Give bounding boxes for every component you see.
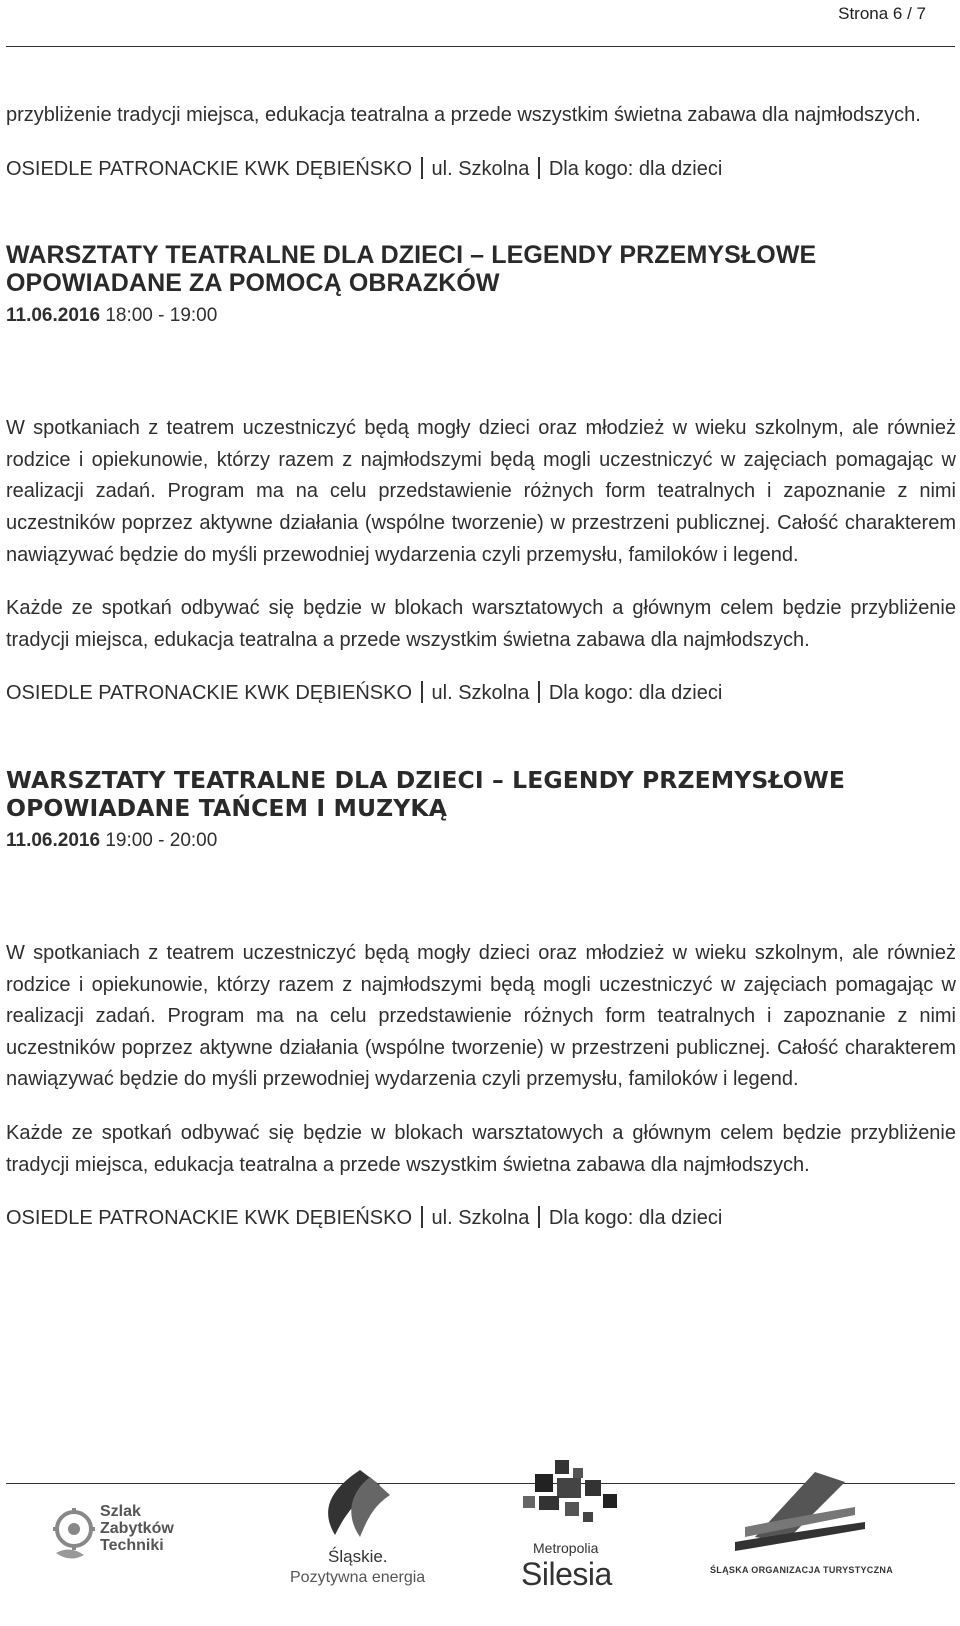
meta-separator <box>421 1206 423 1228</box>
slaskie-logo: Śląskie. Pozytywna energia <box>290 1465 430 1595</box>
meta-street: ul. Szkolna <box>431 157 530 180</box>
meta-separator <box>538 157 540 179</box>
event-blocks: Każde ze spotkań odbywać się będzie w blokach warsztatowych a głównym celem będzie przybliżenie tradycji miejsca, edukacja teatralna a przede wszystkim świetna zabawa dla najmłodszych. <box>6 597 956 651</box>
event-meta <box>6 678 956 710</box>
event-title: WARSZTATY TEATRALNE DLA DZIECI – LEGENDY PRZEMYSŁOWE OPOWIADANE TAŃCEM I MUZYKĄ <box>6 765 846 822</box>
meta-street: ul. Szkolna <box>431 682 530 705</box>
meta-separator <box>538 1206 540 1228</box>
event-time: 18:00 - 19:00 <box>105 305 218 327</box>
event-blocks: Każde ze spotkań odbywać się będzie w blokach warsztatowych a głównym celem będzie przybliżenie tradycji miejsca, edukacja teatralna a przede wszystkim świetna zabawa dla najmłodszych. <box>6 1121 956 1176</box>
meta-audience: Dla kogo: dla dzieci <box>548 682 723 705</box>
intro-paragraph: przybliżenie tradycji miejsca, edukacja teatralna a przede wszystkim świetna zabawa dla najmłodszych. <box>6 104 921 126</box>
slaskie-emblem-icon <box>290 1465 430 1545</box>
meta-separator <box>538 681 540 703</box>
event-date: 11.06.2016 <box>6 305 101 327</box>
footer-logos <box>0 1505 960 1625</box>
meta-location: OSIEDLE PATRONACKIE KWK DĘBIEŃSKO <box>6 157 413 180</box>
meta-separator <box>421 157 423 179</box>
meta-location: OSIEDLE PATRONACKIE KWK DĘBIEŃSKO <box>6 682 413 705</box>
event-meta <box>6 1203 956 1235</box>
intro-meta <box>6 154 956 186</box>
sot-emblem-icon <box>725 1467 875 1557</box>
document-body <box>6 100 956 1235</box>
meta-audience: Dla kogo: dla dzieci <box>548 1207 723 1230</box>
szlak-zabytkow-techniki-logo <box>50 1505 190 1580</box>
meta-audience: Dla kogo: dla dzieci <box>548 157 723 180</box>
event-description: W spotkaniach z teatrem uczestniczyć będą mogły dzieci oraz młodzież w wieku szkolnym, ale również rodzice i opiekunowie, którzy razem z najmłodszymi będą mogli uczestniczyć w zajęciach pomagając w realizacji zadań. Program ma na celu przedstawienie różnych form teatralnych i zapoznanie z nimi uczestników poprzez aktywne działania (wspólne tworzenie) w przestrzeni publicznej. Całość charakterem nawiązywać będzie do myśli przewodniej wydarzenia czyli przemysłu, familoków i legend. <box>6 941 956 1091</box>
event-datetime <box>6 828 956 854</box>
event-description: W spotkaniach z teatrem uczestniczyć będą mogły dzieci oraz młodzież w wieku szkolnym, ale również rodzice i opiekunowie, którzy razem z najmłodszymi będą mogli uczestniczyć w zajęciach pomagając w realizacji zadań. Program ma na celu przedstawienie różnych form teatralnych i zapoznanie z nimi uczestników poprzez aktywne działania (wspólne tworzenie) w przestrzeni publicznej. Całość charakterem nawiązywać będzie do myśli przewodniej wydarzenia czyli przemysłu, familoków i legend. <box>6 417 956 566</box>
event-date: 11.06.2016 <box>6 829 101 851</box>
slaska-organizacja-turystyczna-logo: ŚLĄSKA ORGANIZACJA TURYSTYCZNA <box>705 1467 885 1587</box>
metropolia-silesia-logo: Metropolia Silesia <box>515 1460 635 1600</box>
meta-location: OSIEDLE PATRONACKIE KWK DĘBIEŃSKO <box>6 1207 413 1230</box>
event-1 <box>6 241 956 710</box>
szlak-logo-text: Szlak Zabytków Techniki <box>100 1503 174 1554</box>
event-title: WARSZTATY TEATRALNE DLA DZIECI – LEGENDY PRZEMYSŁOWE OPOWIADANE ZA POMOCĄ OBRAZKÓW <box>6 241 817 298</box>
meta-street: ul. Szkolna <box>431 1207 530 1230</box>
event-2 <box>6 766 956 1235</box>
header-divider <box>6 46 955 47</box>
meta-separator <box>421 681 423 703</box>
event-time: 19:00 - 20:00 <box>105 829 218 851</box>
page-number: Strona 6 / 7 <box>838 4 926 23</box>
pixel-blocks-icon <box>515 1460 625 1530</box>
event-datetime <box>6 303 956 329</box>
